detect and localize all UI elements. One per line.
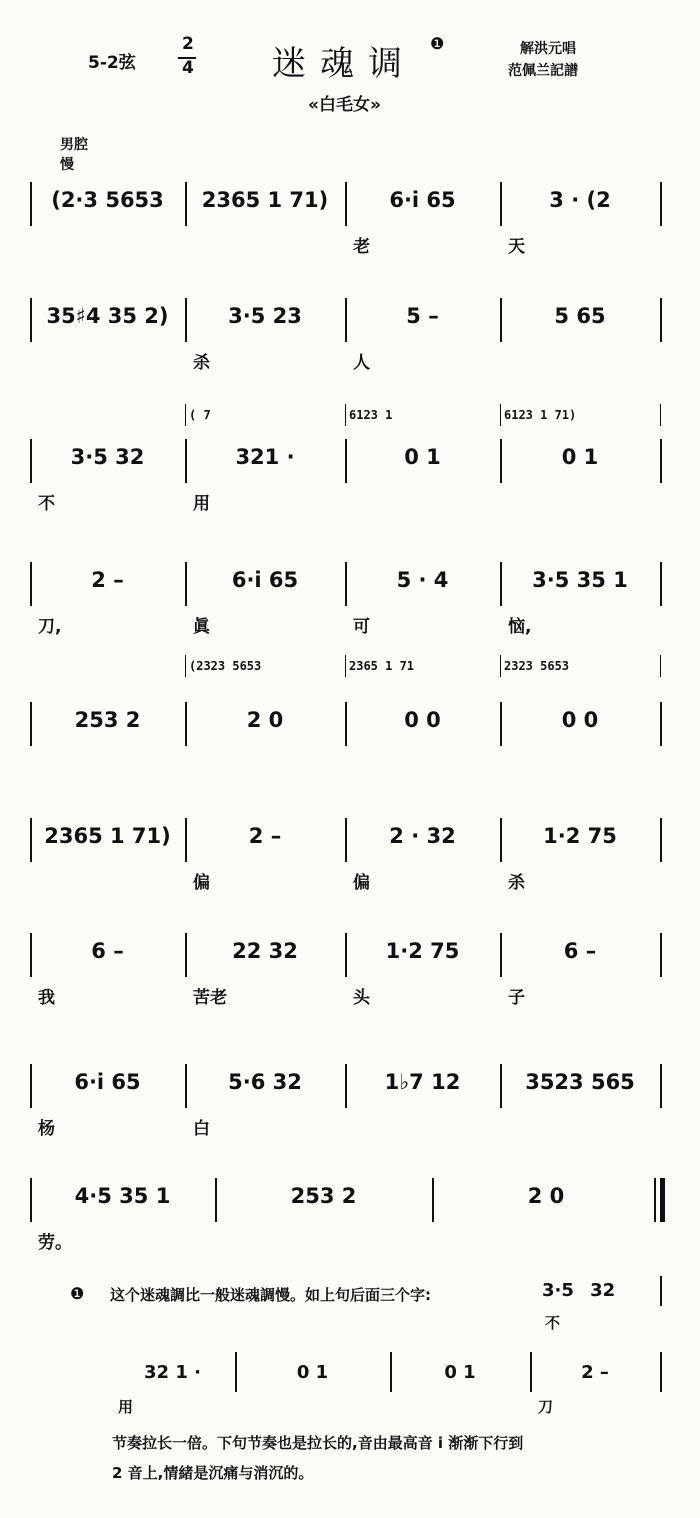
measure: 3523 565 bbox=[525, 1070, 635, 1094]
barline bbox=[500, 818, 502, 862]
accomp-barline bbox=[345, 655, 346, 677]
barline bbox=[500, 562, 502, 606]
accomp-barline bbox=[500, 655, 501, 677]
lyric: 白 bbox=[193, 1119, 210, 1139]
barline bbox=[185, 1064, 187, 1108]
tempo-label: 慢 bbox=[60, 157, 74, 173]
source-opera: «白毛女» bbox=[308, 95, 381, 115]
measure: 2365 1 71) bbox=[201, 188, 329, 212]
footnote-line-2: 节奏拉长一倍。下句节奏也是拉长的,音由最高音 i 渐渐下行到 bbox=[112, 1434, 524, 1452]
accompaniment: 6123 1 bbox=[349, 408, 393, 422]
barline bbox=[530, 1352, 532, 1392]
barline bbox=[185, 933, 187, 977]
title-footnote-mark: ❶ bbox=[430, 34, 445, 53]
measure: 2365 1 71) bbox=[44, 824, 171, 848]
lyric: 可 bbox=[353, 617, 370, 637]
measure: 6 – bbox=[563, 939, 597, 963]
barline bbox=[345, 933, 347, 977]
accompaniment: 6123 1 71) bbox=[504, 408, 577, 422]
measure: 3·5 35 1 bbox=[532, 568, 628, 592]
lyric: 恼, bbox=[508, 617, 532, 637]
barline bbox=[345, 182, 347, 226]
measure: 6·i 65 bbox=[389, 188, 456, 212]
barline bbox=[30, 1064, 32, 1108]
barline bbox=[660, 182, 662, 226]
voice-label: 男腔 bbox=[60, 137, 88, 153]
measure: 253 2 bbox=[290, 1184, 357, 1208]
footnote-example-a-barline bbox=[660, 1276, 662, 1306]
lyric: 眞 bbox=[193, 617, 210, 637]
measure: 0 0 bbox=[561, 708, 599, 732]
barline bbox=[30, 1178, 32, 1222]
barline bbox=[500, 298, 502, 342]
measure: 5 – bbox=[406, 304, 439, 328]
barline bbox=[660, 298, 662, 342]
lyric: 杀 bbox=[508, 873, 525, 893]
barline bbox=[390, 1352, 392, 1392]
measure: 253 2 bbox=[74, 708, 141, 732]
lyric: 刀 bbox=[538, 1398, 554, 1416]
measure: 1·2 75 bbox=[385, 939, 460, 963]
lyric: 用 bbox=[193, 494, 210, 514]
accomp-barline bbox=[660, 655, 661, 677]
measure: 2 – bbox=[248, 824, 282, 848]
accomp-barline bbox=[185, 655, 186, 677]
measure: 3·5 23 bbox=[228, 304, 302, 328]
measure: 5 65 bbox=[554, 304, 606, 328]
measure: 0 1 bbox=[296, 1361, 329, 1383]
barline bbox=[185, 702, 187, 746]
measure: 2 – bbox=[91, 568, 124, 592]
barline bbox=[30, 439, 32, 483]
lyric: 天 bbox=[508, 237, 525, 257]
footnote-example-a-notes: 3·5 32 bbox=[542, 1280, 616, 1301]
barline bbox=[185, 818, 187, 862]
barline bbox=[345, 562, 347, 606]
barline bbox=[660, 439, 662, 483]
measure: 32 1 · bbox=[144, 1361, 201, 1383]
accomp-barline bbox=[500, 404, 501, 426]
barline bbox=[345, 298, 347, 342]
lyric: 用 bbox=[118, 1398, 134, 1416]
meter-bottom: 4 bbox=[182, 58, 194, 78]
lyric: 老 bbox=[353, 237, 370, 257]
barline bbox=[30, 933, 32, 977]
barline bbox=[215, 1178, 217, 1222]
lyric: 杨 bbox=[38, 1119, 55, 1139]
barline bbox=[660, 562, 662, 606]
barline bbox=[660, 1352, 662, 1392]
accomp-barline bbox=[345, 404, 346, 426]
measure: 0 1 bbox=[404, 445, 441, 469]
barline bbox=[345, 439, 347, 483]
barline bbox=[185, 562, 187, 606]
measure: 321 · bbox=[235, 445, 295, 469]
measure: 6·i 65 bbox=[74, 1070, 141, 1094]
barline bbox=[185, 439, 187, 483]
accompaniment: ( 7 bbox=[189, 408, 211, 422]
measure: 2 0 bbox=[527, 1184, 565, 1208]
barline bbox=[30, 298, 32, 342]
barline bbox=[660, 1178, 665, 1222]
accompaniment: 2365 1 71 bbox=[349, 659, 415, 673]
measure: 2 – bbox=[581, 1361, 609, 1383]
lyric: 我 bbox=[38, 988, 55, 1008]
lyric: 杀 bbox=[193, 353, 210, 373]
final-barline-thin bbox=[654, 1178, 656, 1222]
barline bbox=[500, 439, 502, 483]
measure: 1♭7 12 bbox=[384, 1070, 461, 1094]
footnote-marker: ❶ bbox=[70, 1284, 85, 1303]
lyric: 偏 bbox=[353, 873, 370, 893]
barline bbox=[660, 702, 662, 746]
barline bbox=[30, 182, 32, 226]
lyric: 偏 bbox=[193, 873, 210, 893]
measure: 3·5 32 bbox=[70, 445, 145, 469]
measure: 22 32 bbox=[232, 939, 298, 963]
barline bbox=[500, 182, 502, 226]
barline bbox=[185, 298, 187, 342]
footnote-line-3: 2 音上,情緒是沉痛与消沉的。 bbox=[112, 1464, 314, 1482]
measure: 3 · (2 bbox=[549, 188, 611, 212]
accompaniment: 2323 5653 bbox=[504, 659, 570, 673]
measure: 5 · 4 bbox=[396, 568, 449, 592]
page-title: 迷魂调 bbox=[272, 44, 416, 84]
measure: 0 1 bbox=[444, 1361, 476, 1383]
measure: 0 0 bbox=[404, 708, 441, 732]
barline bbox=[500, 1064, 502, 1108]
barline bbox=[660, 933, 662, 977]
barline bbox=[660, 818, 662, 862]
measure: 35♯4 35 2) bbox=[46, 304, 169, 328]
measure: 1·2 75 bbox=[543, 824, 617, 848]
singer-credit: 解洪元唱 bbox=[520, 41, 576, 57]
footnote-line-1: 这个迷魂調比一般迷魂調慢。如上句后面三个字: bbox=[110, 1286, 432, 1304]
barline bbox=[185, 182, 187, 226]
barline bbox=[30, 562, 32, 606]
accomp-barline bbox=[660, 404, 661, 426]
barline bbox=[30, 702, 32, 746]
measure: 0 1 bbox=[561, 445, 599, 469]
barline bbox=[345, 1064, 347, 1108]
lyric: 不 bbox=[38, 494, 55, 514]
lyric: 刀, bbox=[38, 617, 62, 637]
measure: 4·5 35 1 bbox=[74, 1184, 171, 1208]
lyric: 劳。 bbox=[38, 1233, 72, 1253]
accompaniment: (2323 5653 bbox=[189, 659, 262, 673]
barline bbox=[500, 702, 502, 746]
barline bbox=[660, 1064, 662, 1108]
lyric: 子 bbox=[508, 988, 525, 1008]
barline bbox=[30, 818, 32, 862]
notator-credit: 范佩兰記譜 bbox=[508, 63, 578, 79]
key-signature: 5-2弦 bbox=[88, 53, 136, 73]
lyric: 苦老 bbox=[193, 988, 227, 1008]
barline bbox=[345, 818, 347, 862]
footnote-example-a-lyric: 不 bbox=[545, 1314, 561, 1332]
lyric: 人 bbox=[353, 353, 370, 373]
measure: (2·3 5653 bbox=[51, 188, 164, 212]
meter-top: 2 bbox=[182, 34, 194, 54]
measure: 5·6 32 bbox=[228, 1070, 302, 1094]
measure: 2 · 32 bbox=[389, 824, 456, 848]
lyric: 头 bbox=[353, 988, 370, 1008]
barline bbox=[235, 1352, 237, 1392]
barline bbox=[345, 702, 347, 746]
accomp-barline bbox=[185, 404, 186, 426]
barline bbox=[500, 933, 502, 977]
measure: 6·i 65 bbox=[231, 568, 299, 592]
measure: 6 – bbox=[91, 939, 124, 963]
measure: 2 0 bbox=[246, 708, 284, 732]
barline bbox=[432, 1178, 434, 1222]
